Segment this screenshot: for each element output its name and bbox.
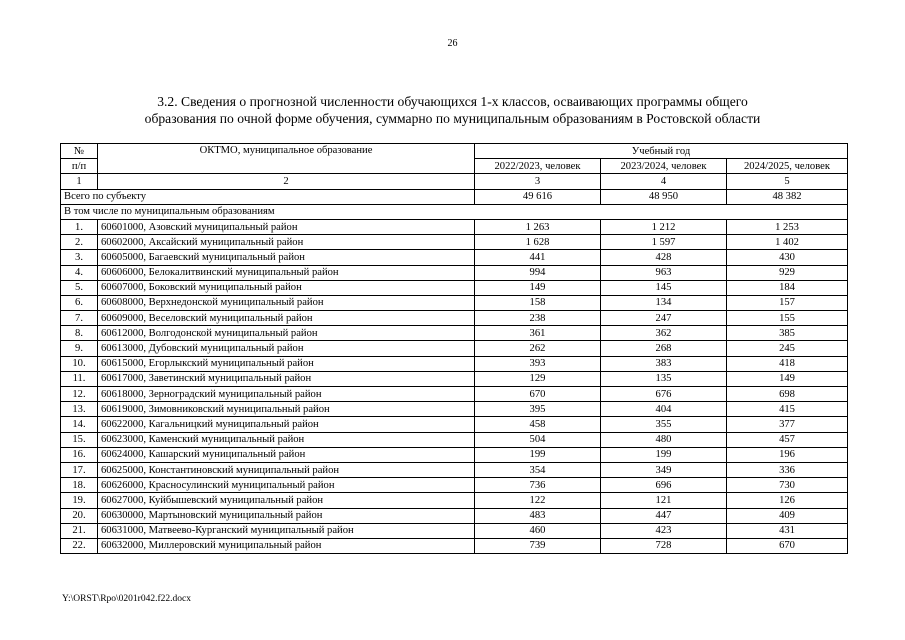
row-municipality: 60612000, Волгодонской муниципальный район (98, 326, 475, 341)
title-line-1: 3.2. Сведения о прогнозной численности обучающихся 1-х классов, осваивающих программы общего (157, 94, 748, 109)
total-label: Всего по субъекту (61, 189, 475, 204)
row-number: 7. (61, 311, 98, 326)
row-value-2022: 361 (475, 326, 601, 341)
table-row (61, 417, 848, 432)
row-municipality: 60608000, Верхнедонской муниципальный район (98, 295, 475, 310)
row-value-2024: 155 (727, 311, 848, 326)
row-number: 12. (61, 387, 98, 402)
row-number: 4. (61, 265, 98, 280)
row-value-2024: 430 (727, 250, 848, 265)
row-value-2023: 383 (601, 356, 727, 371)
row-value-2022: 158 (475, 295, 601, 310)
table-row (61, 295, 848, 310)
row-value-2022: 739 (475, 538, 601, 553)
row-value-2024: 415 (727, 402, 848, 417)
row-value-2023: 480 (601, 432, 727, 447)
col-number-2: 2 (98, 174, 475, 189)
row-number: 8. (61, 326, 98, 341)
row-value-2022: 199 (475, 447, 601, 462)
row-value-2022: 736 (475, 478, 601, 493)
page-number: 26 (447, 38, 458, 49)
table-row (61, 356, 848, 371)
row-number: 3. (61, 250, 98, 265)
col-number-4: 4 (601, 174, 727, 189)
row-number: 21. (61, 523, 98, 538)
row-municipality: 60632000, Миллеровский муниципальный район (98, 538, 475, 553)
row-municipality: 60623000, Каменский муниципальный район (98, 432, 475, 447)
row-value-2023: 268 (601, 341, 727, 356)
row-value-2023: 963 (601, 265, 727, 280)
row-value-2022: 994 (475, 265, 601, 280)
row-value-2022: 122 (475, 493, 601, 508)
row-number: 22. (61, 538, 98, 553)
row-value-2024: 1 402 (727, 235, 848, 250)
row-value-2024: 385 (727, 326, 848, 341)
row-municipality: 60618000, Зерноградский муниципальный район (98, 387, 475, 402)
row-value-2022: 238 (475, 311, 601, 326)
title-line-2: образования по очной форме обучения, суммарно по муниципальным образованиям в Ростовской области (144, 111, 761, 126)
row-value-2024: 409 (727, 508, 848, 523)
footer-file-path: Y:\ORST\Rpo\0201r042.f22.docx (62, 594, 191, 604)
table-row (61, 402, 848, 417)
total-row (61, 189, 848, 204)
row-number: 14. (61, 417, 98, 432)
table-row (61, 447, 848, 462)
row-number: 2. (61, 235, 98, 250)
table-row (61, 538, 848, 553)
row-municipality: 60617000, Заветинский муниципальный район (98, 371, 475, 386)
row-municipality: 60622000, Кагальницкий муниципальный район (98, 417, 475, 432)
section-label: В том числе по муниципальным образованиям (61, 204, 848, 219)
row-municipality: 60625000, Константиновский муниципальный район (98, 462, 475, 477)
table-row (61, 280, 848, 295)
row-value-2022: 262 (475, 341, 601, 356)
row-number: 11. (61, 371, 98, 386)
header-year-3: 2024/2025, человек (727, 159, 848, 174)
row-value-2022: 460 (475, 523, 601, 538)
row-value-2022: 393 (475, 356, 601, 371)
row-value-2022: 395 (475, 402, 601, 417)
row-value-2023: 696 (601, 478, 727, 493)
row-value-2023: 428 (601, 250, 727, 265)
header-year-group: Учебный год (475, 144, 848, 159)
row-municipality: 60601000, Азовский муниципальный район (98, 219, 475, 234)
row-value-2024: 1 253 (727, 219, 848, 234)
table-row (61, 478, 848, 493)
table-row (61, 311, 848, 326)
row-number: 18. (61, 478, 98, 493)
row-value-2022: 441 (475, 250, 601, 265)
row-value-2024: 929 (727, 265, 848, 280)
document-title (90, 93, 815, 127)
row-municipality: 60624000, Кашарский муниципальный район (98, 447, 475, 462)
row-value-2023: 247 (601, 311, 727, 326)
row-value-2023: 199 (601, 447, 727, 462)
row-number: 20. (61, 508, 98, 523)
table-row (61, 341, 848, 356)
row-municipality: 60615000, Егорлыкский муниципальный район (98, 356, 475, 371)
row-value-2024: 245 (727, 341, 848, 356)
row-value-2024: 157 (727, 295, 848, 310)
row-value-2024: 457 (727, 432, 848, 447)
total-value-2: 48 950 (601, 189, 727, 204)
col-number-5: 5 (727, 174, 848, 189)
row-value-2023: 728 (601, 538, 727, 553)
row-value-2024: 126 (727, 493, 848, 508)
row-value-2024: 377 (727, 417, 848, 432)
row-value-2024: 418 (727, 356, 848, 371)
table-row (61, 432, 848, 447)
row-value-2023: 349 (601, 462, 727, 477)
row-value-2022: 129 (475, 371, 601, 386)
row-number: 6. (61, 295, 98, 310)
total-value-1: 49 616 (475, 189, 601, 204)
header-year-1: 2022/2023, человек (475, 159, 601, 174)
row-value-2023: 362 (601, 326, 727, 341)
row-value-2023: 135 (601, 371, 727, 386)
header-num: № (61, 144, 98, 159)
row-municipality: 60631000, Матвеево-Курганский муниципальный район (98, 523, 475, 538)
table-row (61, 493, 848, 508)
total-value-3: 48 382 (727, 189, 848, 204)
row-value-2023: 355 (601, 417, 727, 432)
table-row (61, 371, 848, 386)
row-value-2024: 698 (727, 387, 848, 402)
row-value-2023: 145 (601, 280, 727, 295)
row-number: 13. (61, 402, 98, 417)
table-row (61, 387, 848, 402)
table-row (61, 250, 848, 265)
row-value-2022: 149 (475, 280, 601, 295)
table-row (61, 235, 848, 250)
row-value-2024: 184 (727, 280, 848, 295)
row-number: 1. (61, 219, 98, 234)
row-municipality: 60626000, Красносулинский муниципальный район (98, 478, 475, 493)
row-number: 10. (61, 356, 98, 371)
table-row (61, 508, 848, 523)
row-value-2023: 134 (601, 295, 727, 310)
row-value-2022: 458 (475, 417, 601, 432)
row-municipality: 60627000, Куйбышевский муниципальный район (98, 493, 475, 508)
row-municipality: 60606000, Белокалитвинский муниципальный район (98, 265, 475, 280)
row-value-2024: 670 (727, 538, 848, 553)
row-value-2022: 670 (475, 387, 601, 402)
section-row (61, 204, 848, 219)
row-municipality: 60630000, Мартыновский муниципальный район (98, 508, 475, 523)
row-municipality: 60605000, Багаевский муниципальный район (98, 250, 475, 265)
row-value-2023: 423 (601, 523, 727, 538)
header-num-sub: п/п (61, 159, 98, 174)
row-value-2023: 1 597 (601, 235, 727, 250)
table-row (61, 462, 848, 477)
row-number: 9. (61, 341, 98, 356)
row-value-2023: 447 (601, 508, 727, 523)
row-value-2024: 149 (727, 371, 848, 386)
col-number-3: 3 (475, 174, 601, 189)
row-number: 17. (61, 462, 98, 477)
row-number: 5. (61, 280, 98, 295)
row-municipality: 60609000, Веселовский муниципальный район (98, 311, 475, 326)
row-value-2024: 431 (727, 523, 848, 538)
table-row (61, 265, 848, 280)
row-municipality: 60613000, Дубовский муниципальный район (98, 341, 475, 356)
row-value-2024: 730 (727, 478, 848, 493)
header-oktmo: ОКТМО, муниципальное образование (98, 144, 475, 174)
row-value-2022: 483 (475, 508, 601, 523)
row-number: 15. (61, 432, 98, 447)
row-value-2022: 354 (475, 462, 601, 477)
row-value-2022: 504 (475, 432, 601, 447)
row-value-2023: 121 (601, 493, 727, 508)
row-value-2022: 1 628 (475, 235, 601, 250)
row-municipality: 60607000, Боковский муниципальный район (98, 280, 475, 295)
table-row (61, 326, 848, 341)
row-value-2023: 676 (601, 387, 727, 402)
row-number: 19. (61, 493, 98, 508)
row-value-2024: 336 (727, 462, 848, 477)
row-number: 16. (61, 447, 98, 462)
row-municipality: 60602000, Аксайский муниципальный район (98, 235, 475, 250)
data-table (60, 143, 848, 554)
row-municipality: 60619000, Зимовниковский муниципальный район (98, 402, 475, 417)
row-value-2024: 196 (727, 447, 848, 462)
table-row (61, 219, 848, 234)
row-value-2023: 1 212 (601, 219, 727, 234)
col-number-1: 1 (61, 174, 98, 189)
row-value-2023: 404 (601, 402, 727, 417)
table-row (61, 523, 848, 538)
header-year-2: 2023/2024, человек (601, 159, 727, 174)
row-value-2022: 1 263 (475, 219, 601, 234)
